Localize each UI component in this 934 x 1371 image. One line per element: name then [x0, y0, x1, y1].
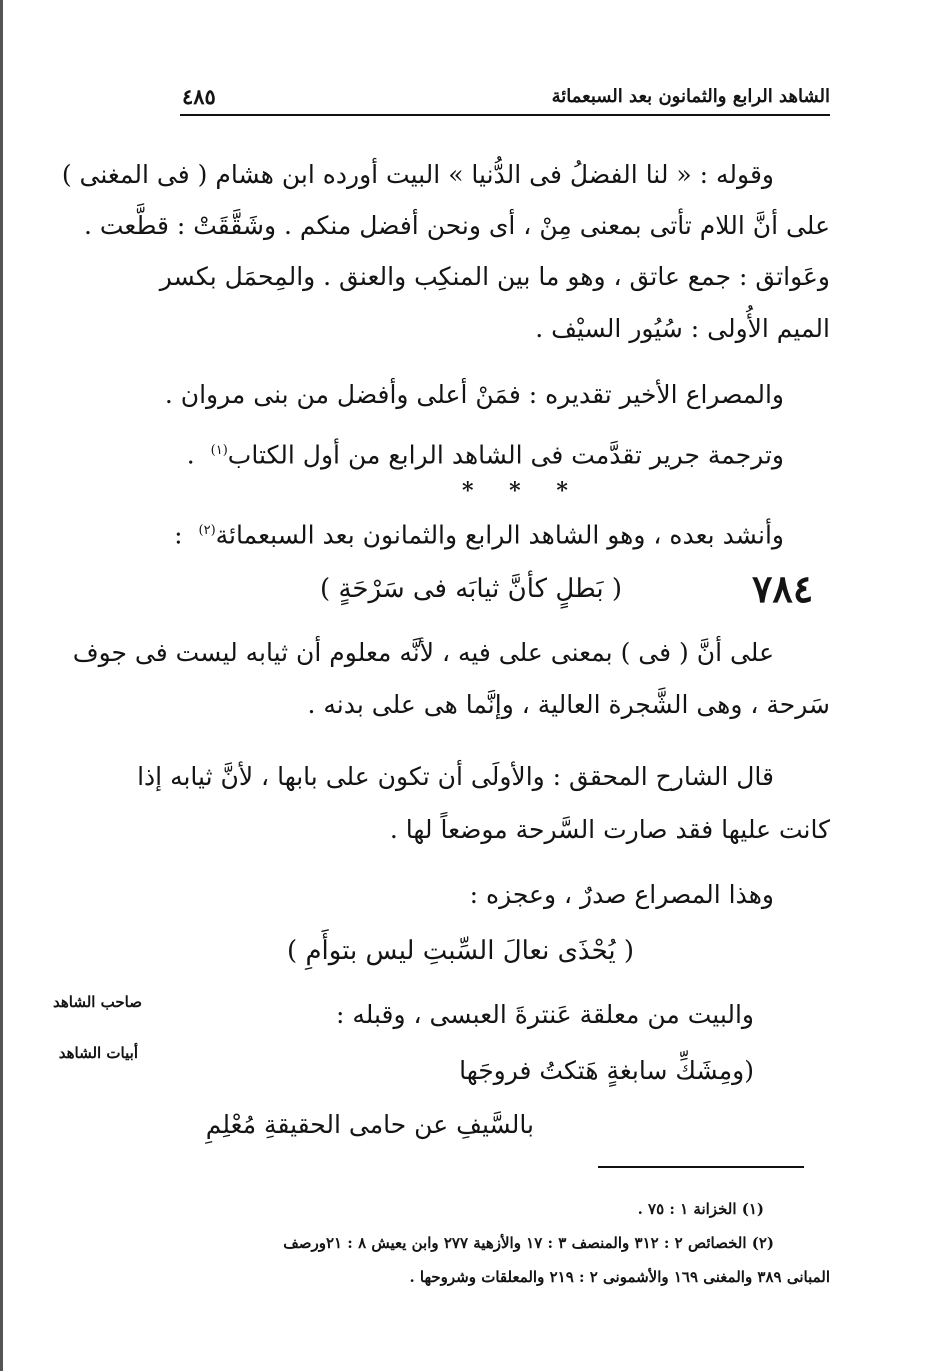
verse-number: ٧٨٤ — [752, 566, 814, 611]
page-edge — [0, 0, 3, 1371]
page-number: ٤٨٥ — [182, 84, 216, 109]
footnote: (٢) الخصائص ٢ : ٣١٢ والمنصف ٣ : ١٧ والأزهية ٢٧٧ وابن يعيش ٨ : ٢١ورصف — [283, 1234, 774, 1252]
body-line — [174, 514, 784, 552]
body-line: والبيت من معلقة عَنترةَ العبسى ، وقبله : — [335, 1000, 754, 1029]
header-rule — [180, 114, 830, 116]
verse-line: ( بَطلٍ كأنَّ ثيابَه فى سَرْحَةٍ ) — [320, 574, 622, 604]
body-line: كانت عليها فقد صارت السَّرحة موضعاً لها . — [389, 815, 830, 844]
body-line-text: وترجمة جرير تقدَّمت فى الشاهد الرابع من أول الكتاب — [227, 440, 784, 470]
body-line: قال الشارح المحقق : والأولَى أن تكون على بابها ، لأنَّ ثيابه إذا — [137, 762, 774, 791]
body-line: الميم الأُولى : سُيُور السيْف . — [535, 314, 830, 343]
body-line: وعَواتق : جمع عاتق ، وهو ما بين المنكِب والعنق . والمِحمَل بكسر — [159, 262, 830, 291]
footnote: (١) الخزانة ١ : ٧٥ . — [637, 1200, 764, 1218]
body-line — [187, 434, 784, 472]
body-line: وقوله : « لنا الفضلُ فى الدُّنيا » البيت أورده ابن هشام ( فى المغنى ) — [61, 160, 774, 189]
footnote-rule — [598, 1166, 804, 1168]
footnote-ref: (٢) — [198, 523, 216, 538]
body-line-text: وأنشد بعده ، وهو الشاهد الرابع والثمانون بعد السبعمائة — [215, 520, 784, 550]
body-line: على أنَّ اللام تأتى بمعنى مِنْ ، أى ونحن أفضل منكم . وشَقَّقَتْ : قطَّعت . — [83, 211, 830, 240]
body-line: سَرحة ، وهى الشَّجرة العالية ، وإنَّما هى على بدنه . — [307, 690, 830, 719]
verse-line: (ومِشَكِّ سابغةٍ هَتكتُ فروجَها — [459, 1056, 754, 1085]
section-separator: * * * — [462, 478, 582, 504]
body-line: على أنَّ ( فى ) بمعنى على فيه ، لأنَّه معلوم أن ثيابه ليست فى جوف — [72, 638, 774, 667]
verse-line: ( يُحْذَى نعالَ السِّبتِ ليس بتوأَمِ ) — [287, 936, 634, 966]
line-tail: . — [186, 440, 195, 470]
margin-note: أبيات الشاهد — [58, 1044, 138, 1062]
body-line: وهذا المصراع صدرٌ ، وعجزه : — [469, 880, 774, 909]
body-line: والمصراع الأخير تقديره : فمَنْ أعلى وأفضل من بنى مروان . — [164, 380, 784, 409]
running-header-title: الشاهد الرابع والثمانون بعد السبعمائة — [551, 86, 830, 107]
footnote: المبانى ٣٨٩ والمغنى ١٦٩ والأشمونى ٢ : ٢١٩ والمعلقات وشروحها . — [409, 1268, 830, 1286]
footnote-ref: (١) — [210, 443, 228, 458]
line-tail: : — [174, 520, 183, 550]
verse-line: بالسَّيفِ عن حامى الحقيقةِ مُعْلِمِ — [205, 1110, 534, 1139]
margin-note: صاحب الشاهد — [52, 993, 142, 1011]
